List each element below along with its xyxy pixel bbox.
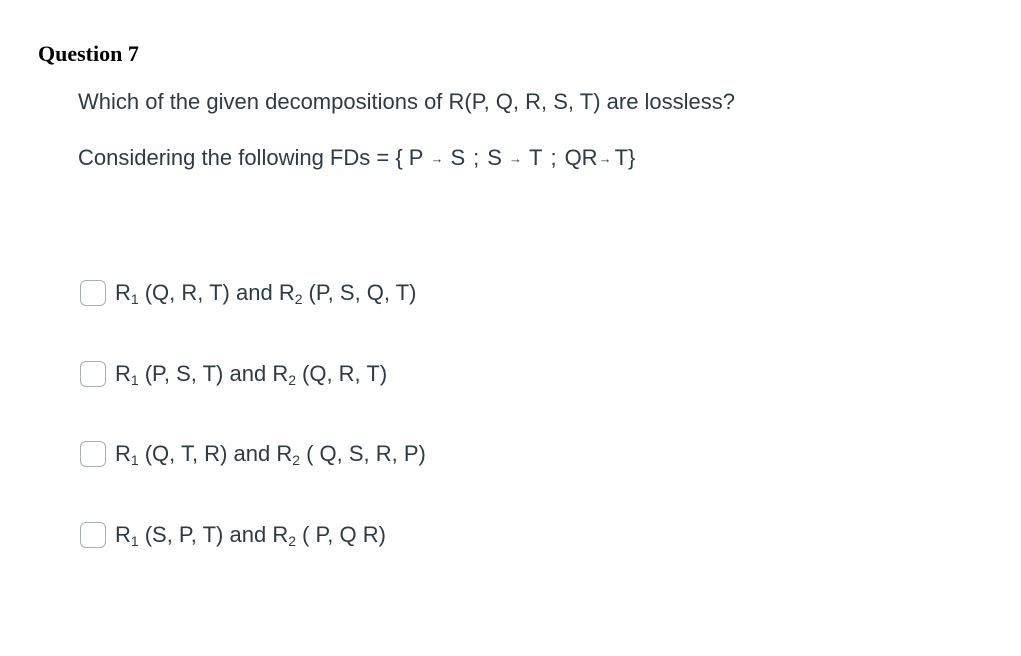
answer-label: $R_1$ (P, S, T) and $R_2$ (Q, R, T) [115, 361, 388, 388]
arrow-icon: → [430, 151, 444, 166]
fd-lhs: S [487, 145, 502, 170]
fd-separator: ; [550, 145, 557, 170]
fd-list [78, 145, 635, 171]
answer-option[interactable] [80, 357, 387, 391]
answer-option[interactable] [80, 276, 417, 310]
answer-option[interactable] [80, 437, 426, 471]
answer-label: $R_1$ (Q, R, T) and $R_2$ (P, S, Q, T) [115, 280, 417, 307]
answer-label: $R_1$ (Q, T, R) and $R_2$ ( Q, S, R, P) [115, 441, 426, 468]
answer-option[interactable] [80, 518, 386, 552]
question-heading: Question 7 [38, 41, 139, 66]
fd-suffix: } [628, 145, 636, 170]
fd-rhs: T [528, 145, 543, 170]
arrow-icon: → [508, 151, 522, 166]
fd-lhs: QR [564, 145, 598, 170]
answer-checkbox[interactable] [80, 522, 106, 548]
fd-rhs: T [614, 145, 629, 170]
fd-rhs: S [450, 145, 466, 170]
answer-checkbox[interactable] [80, 280, 106, 306]
answer-checkbox[interactable] [80, 361, 106, 387]
question-text: Which of the given decompositions of R(P, Q, R, S, T) are lossless? [78, 89, 736, 114]
arrow-icon: → [598, 151, 612, 166]
fd-prefix: Considering the following FDs = { [78, 145, 403, 170]
fd-separator: ; [473, 145, 480, 170]
answer-label: $R_1$ (S, P, T) and $R_2$ ( P, Q R) [115, 522, 386, 549]
fd-lhs: P [408, 145, 424, 170]
answer-checkbox[interactable] [80, 441, 106, 467]
